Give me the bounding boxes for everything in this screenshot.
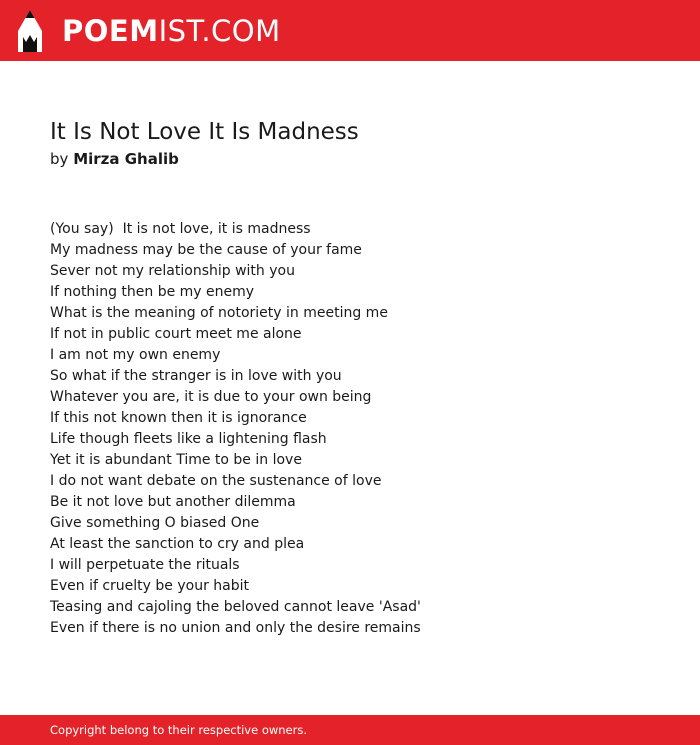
poem-line: So what if the stranger is in love with you: [50, 368, 342, 384]
poem-line: Teasing and cajoling the beloved cannot leave 'Asad': [50, 599, 421, 615]
poem-line: Even if there is no union and only the desire remains: [50, 620, 421, 636]
poem-line: Even if cruelty be your habit: [50, 578, 249, 594]
copyright-text: Copyright belong to their respective owners.: [50, 723, 308, 737]
poem-line: Sever not my relationship with you: [50, 263, 295, 279]
pencil-icon: [16, 9, 44, 53]
poem-line: If this not known then it is ignorance: [50, 410, 307, 426]
poem-line: At least the sanction to cry and plea: [50, 536, 305, 552]
poem-line: I do not want debate on the sustenance of love: [50, 473, 382, 489]
poem-line: I will perpetuate the rituals: [50, 557, 240, 573]
poem-line: My madness may be the cause of your fame: [50, 242, 362, 258]
poem-line: If not in public court meet me alone: [50, 326, 302, 342]
site-logo-link[interactable]: [16, 8, 281, 54]
poem-line: What is the meaning of notoriety in meeting me: [50, 305, 388, 321]
site-name: [62, 8, 281, 54]
poem-line: Give something O biased One: [50, 515, 260, 531]
poem-line: Be it not love but another dilemma: [50, 494, 296, 510]
by-label: by: [50, 150, 69, 168]
poem-body: [50, 219, 421, 639]
site-header: [0, 0, 700, 61]
poem-line: Whatever you are, it is due to your own being: [50, 389, 372, 405]
byline: [50, 149, 179, 169]
poem-line: If nothing then be my enemy: [50, 284, 255, 300]
poem-line: Life though fleets like a lightening flash: [50, 431, 327, 447]
poem-line: Yet it is abundant Time to be in love: [50, 452, 302, 468]
site-footer: [0, 715, 700, 745]
poem-title: It Is Not Love It Is Madness: [50, 119, 359, 145]
poem-line: I am not my own enemy: [50, 347, 221, 363]
site-name-light: IST.COM: [158, 14, 281, 48]
author-link[interactable]: Mirza Ghalib: [73, 150, 179, 168]
poem-line: (You say) It is not love, it is madness: [50, 221, 311, 237]
site-name-bold: POEM: [62, 14, 159, 48]
